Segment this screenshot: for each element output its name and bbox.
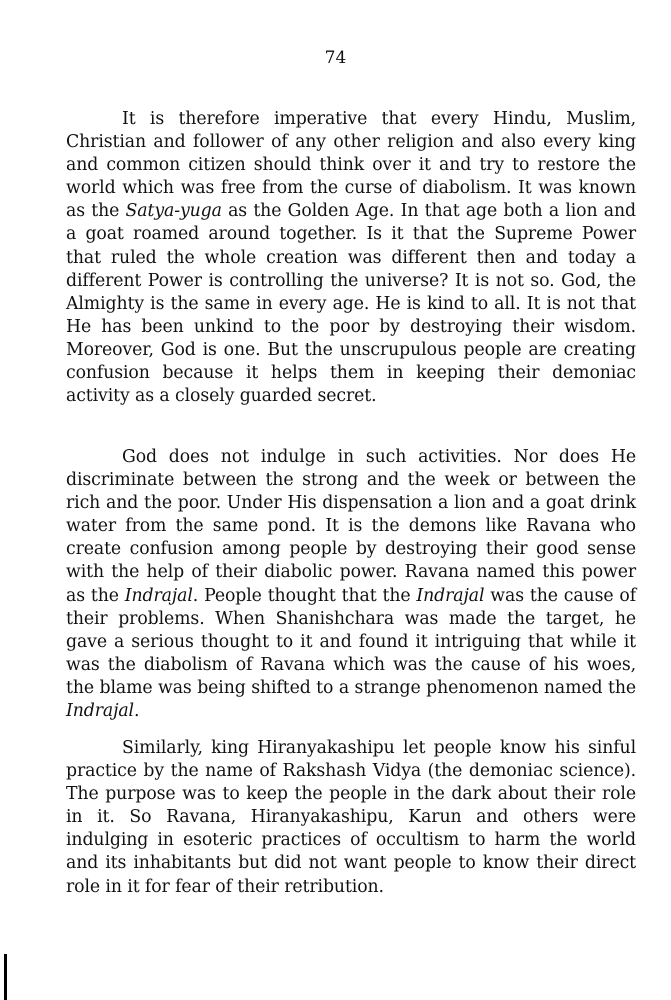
text-run: as the Golden Age. In that age both a lion and a goat roamed around together. Is it that the Supreme Power that ruled the whole creation was different then and today a different Power is controlling the universe? It is not so. God, the Almighty is the same in every age. He is kind to all. It is not that He has been unkind to the poor by destroying their wisdom. Moreover, God is one. But the unscrupulous people are creating confusion because it helps them in keeping their demoniac activity as a closely guarded secret. — [66, 201, 636, 407]
text-run: God does not indulge in such activities. Nor does He discriminate between the strong and the week or between the rich and the poor. Under His dispensation a lion and a goat drink water from the same pond. It is the demons like Ravana who create confusion among people by destroying their good sense with the help of their diabolic power. Ravana named this power as the — [66, 447, 636, 606]
paragraph-1-text — [66, 108, 636, 408]
text-run: . — [133, 701, 140, 722]
scan-edge-mark — [4, 954, 7, 1000]
paragraph-2-text — [66, 446, 636, 723]
paragraph-3-text — [66, 737, 636, 899]
text-run: It is therefore imperative that every Hindu, Muslim, Christian and follower of any other religion and also every king and common citizen should think over it and try to restore the world which was free from the curse of diabolism. It was known as the — [66, 109, 636, 222]
paragraph-3 — [66, 737, 636, 899]
page-number: 74 — [324, 48, 347, 68]
paragraph-1 — [66, 108, 636, 408]
text-run: Similarly, king Hiranyakashipu let people know his sinful practice by the name of Rakshash Vidya (the demoniac science). The purpose was to keep the people in the dark about their role in it. So Ravana, Hiranyakashipu, Karun and others were indulging in esoteric practices of occultism to harm the world and its inhabitants but did not want people to know their direct role in it for fear of their retribution. — [66, 738, 636, 897]
italic-term-indrajal: Indrajal — [66, 701, 134, 722]
italic-term-satya-yuga: Satya-yuga — [125, 201, 222, 222]
paragraph-2 — [66, 446, 636, 723]
text-run: . People thought that the — [192, 585, 417, 606]
italic-term-indrajal: Indrajal — [124, 585, 193, 606]
text-run: was the cause of their problems. When Shanishchara was made the target, he gave a serious thought to it and found it intriguing that while it was the diabolism of Ravana which was the cause of his woes, the blame was being shifted to a strange phenomenon named the — [66, 585, 637, 698]
italic-term-indrajal: Indrajal — [416, 585, 485, 606]
